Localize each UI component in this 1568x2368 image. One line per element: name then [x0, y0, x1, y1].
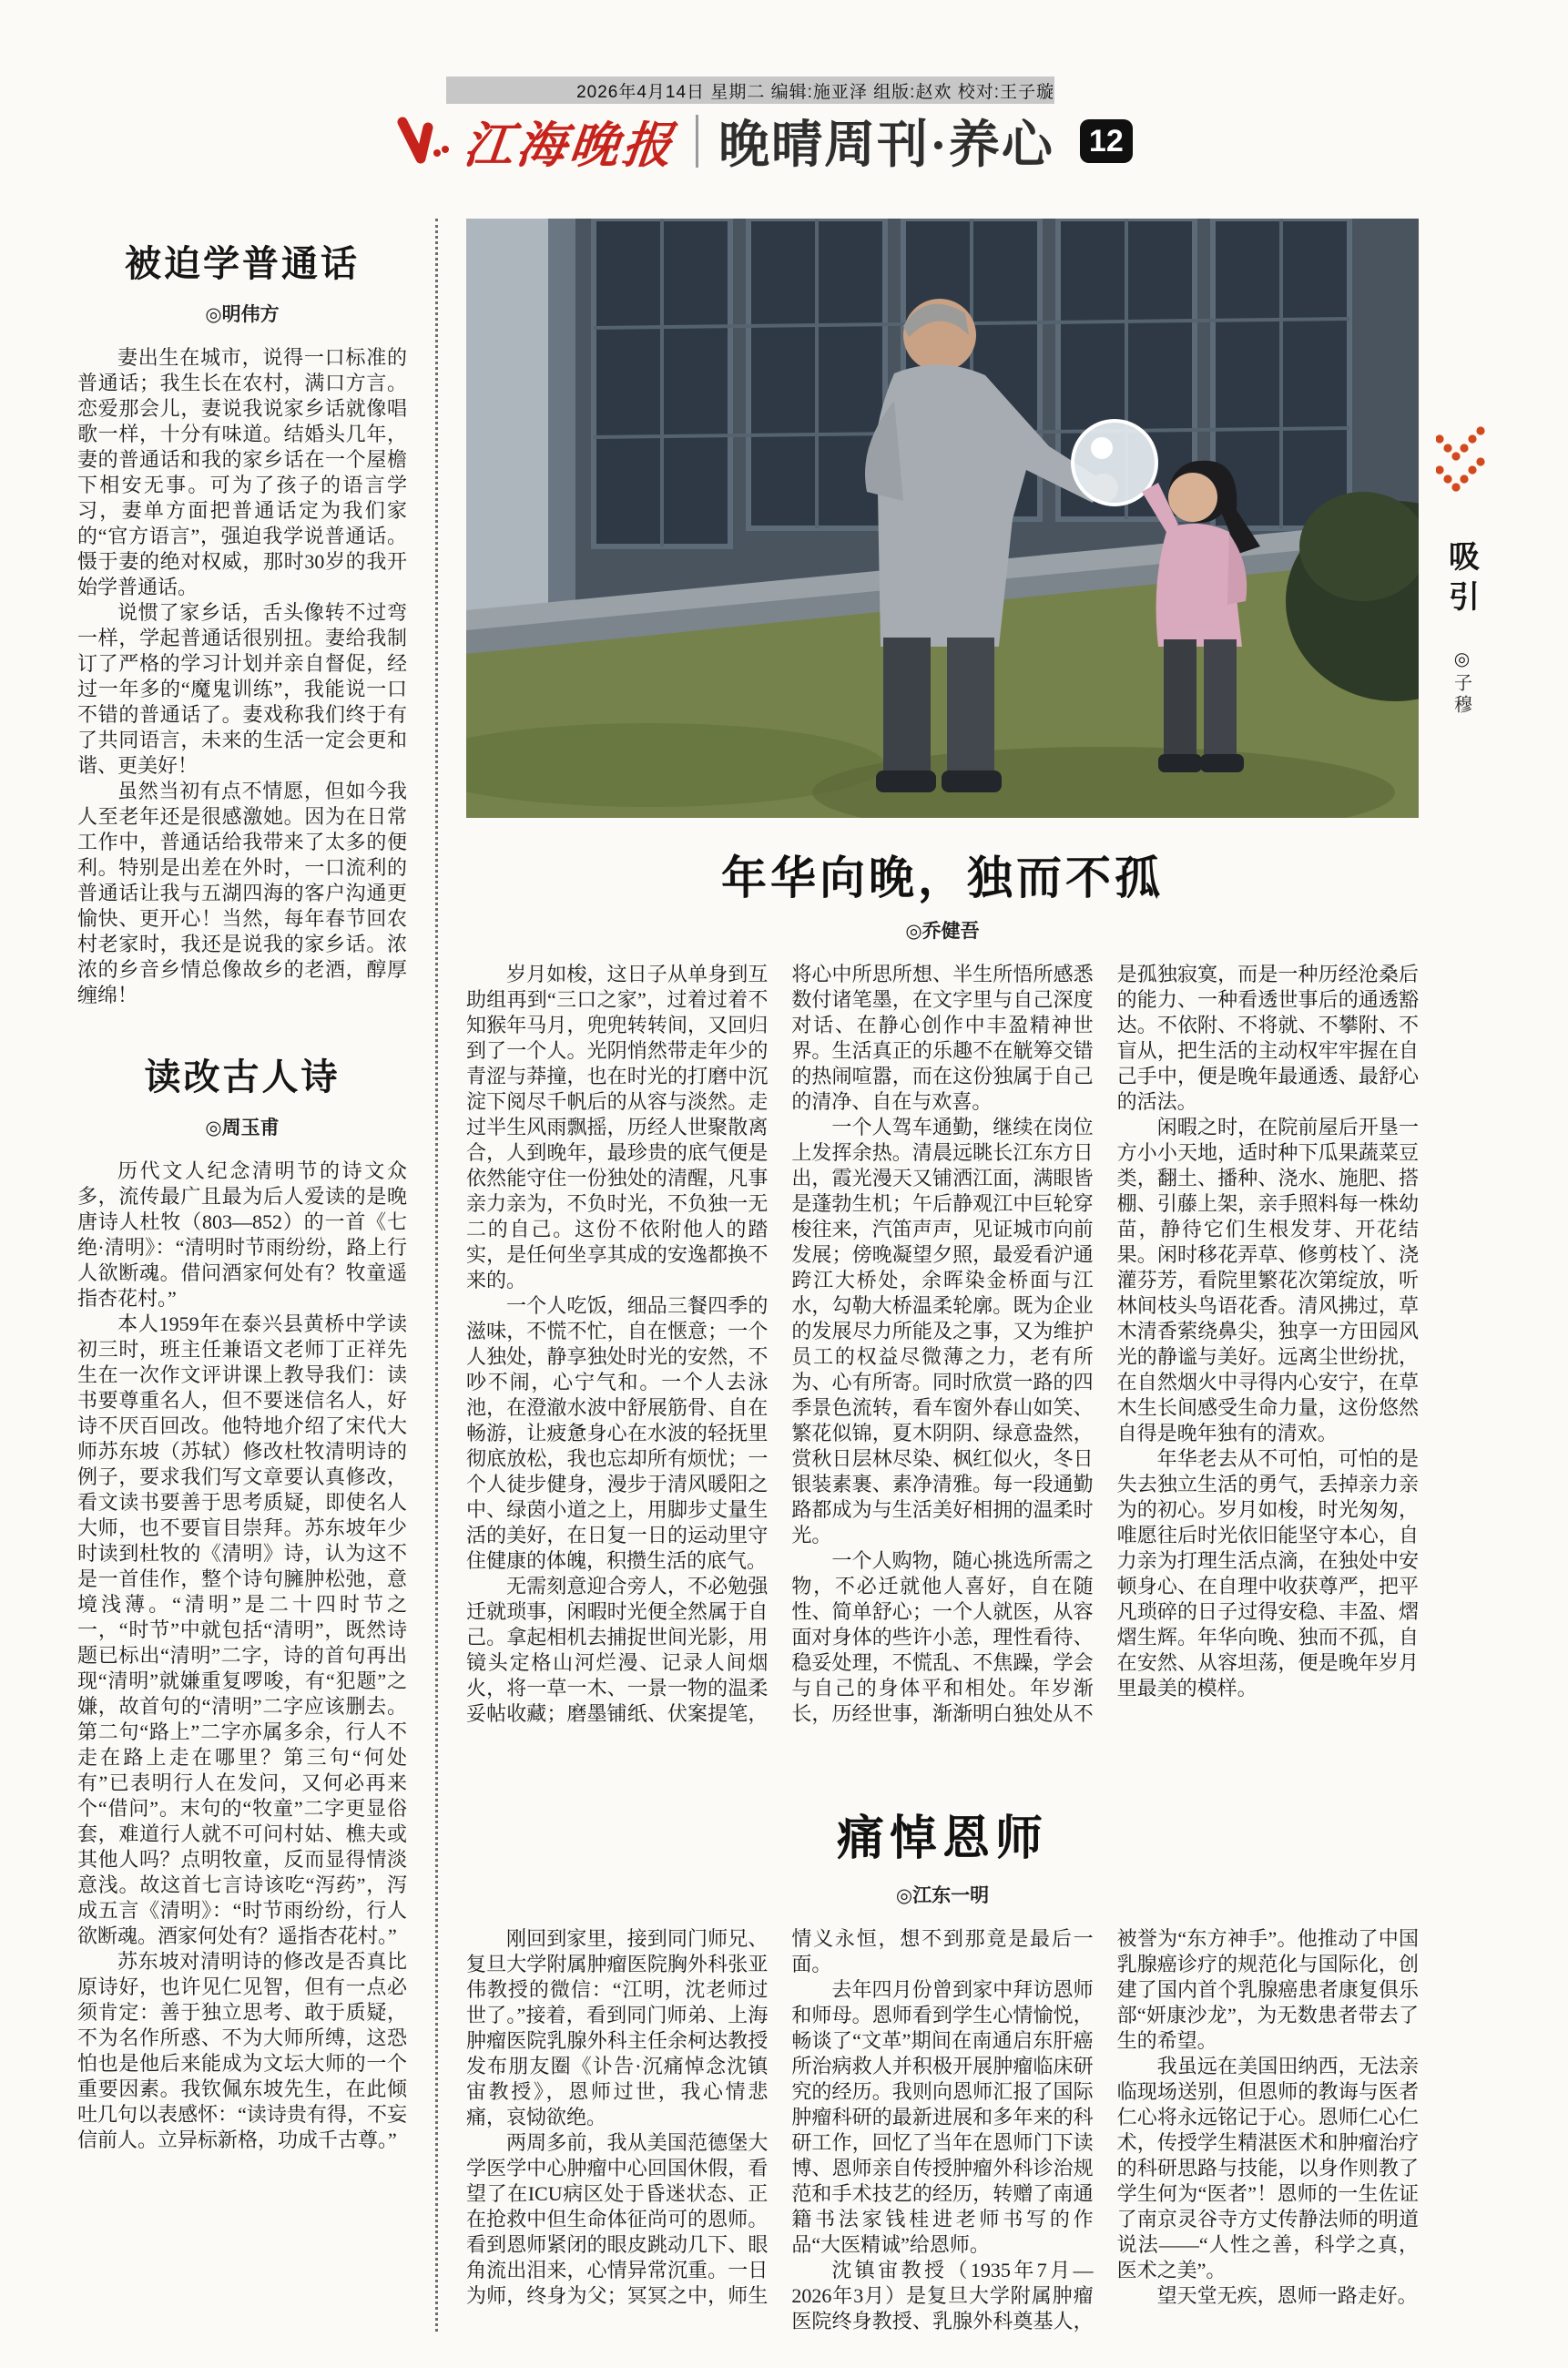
paragraph: 妻出生在城市，说得一口标准的普通话；我生长在农村，满口方言。恋爱那会儿，妻说我说家乡话就像唱歌一样，十分有味道。结婚头几年，妻的普通话和我的家乡话在一个屋檐下相安无事。可为了孩子的语言学习，妻单方面把普通话定为我们家的“官方语言”，强迫我学说普通话。慑于妻的绝对权威，那时30岁的我开始学普通话。	[77, 346, 407, 598]
paragraph: 历代文人纪念清明节的诗文众多，流传最广且最为后人爱读的是晚唐诗人杜牧（803—852）的一首《七绝·清明》：“清明时节雨纷纷，路上行人欲断魂。借问酒家何处有？牧童遥指杏花村。”	[77, 1159, 407, 1310]
paragraph: 一个人购物，随心挑选所需之物，不必迁就他人喜好，自在随性、简单舒心；一个人就医，从容面对身体的些许小恙，理性看待、稳妥处理，不慌乱、不焦躁，学会与自己的身体平和相处。年岁渐长，历经世事，渐渐明白独处从不是孤独寂寞，而是一种历经沧桑后的能力、一种看透世事后的通透豁达。不依附、不将就、不攀附、不盲从，把生活的主动权牢牢握在自己手中，便是晚年最通透、最舒心的活法。	[791, 963, 1419, 1725]
photo-caption-strip	[1428, 426, 1495, 717]
article-body	[77, 1158, 407, 2153]
brand	[397, 107, 679, 177]
paragraph: 本人1959年在泰兴县黄桥中学读初三时，班主任兼语文老师丁正祥先生在一次作文评讲课上教导我们：读书要尊重名人，但不要迷信名人，好诗不厌百回改。他特地介绍了宋代大师苏东坡（苏轼）修改杜牧清明诗的例子，要求我们写文章要认真修改，看文读书要善于思考质疑，即使名人大师，也不要盲目崇拜。苏东坡年少时读到杜牧的《清明》诗，认为这不是一首佳作，整个诗句臃肿松弛，意境浅薄。“清明”是二十四时节之一，“时节”中就包括“清明”，既然诗题已标出“清明”二字，诗的首句再出现“清明”就嫌重复啰唆，有“犯题”之嫌，故首句的“清明”二字应该删去。第二句“路上”二字亦属多余，行人不走在路上走在哪里？第三句“何处有”已表明行人在发问，又何必再来个“借问”。末句的“牧童”二字更显俗套，难道行人就不可问村姑、樵夫或其他人吗？点明牧童，反而显得情淡意浅。故这首七言诗该吃“泻药”，泻成五言《清明》：“时节雨纷纷，行人欲断魂。酒家何处有？遥指杏花村。”	[77, 1312, 407, 1947]
paragraph: 我虽远在美国田纳西，无法亲临现场送别，但恩师的教诲与医者仁心将永远铭记于心。恩师仁心仁术，传授学生精湛医术和肿瘤治疗的科研思路与技能，以身作则教了学生何为“医者”！恩师的一生佐证了南京灵谷寺方丈传静法师的明道说法——“人性之善，科学之真，医术之美”。	[1116, 2055, 1419, 2281]
column-divider	[435, 219, 438, 2332]
paragraph: 望天堂无疾，恩师一路走好。	[1156, 2284, 1418, 2307]
article-title: 年华向晚，独而不孤	[721, 852, 1164, 903]
article-body	[466, 1926, 1419, 2338]
date-band	[446, 77, 1054, 104]
article-byline: ◎明伟方	[205, 304, 280, 325]
paragraph: 年华老去从不可怕，可怕的是失去独立生活的勇气，丢掉亲力亲为的初心。岁月如梭，时光匆匆，唯愿往后时光依旧能坚守本心，自力亲为打理生活点滴，在独处中安顿身心、在自理中收获尊严，把平凡琐碎的日子过得安稳、丰盈、熠熠生辉。年华向晚、独而不孤，自在安然、从容坦荡，便是晚年岁月里最美的模样。	[1116, 1447, 1419, 1699]
article-nianhua	[466, 842, 1419, 1752]
main-area	[466, 219, 1419, 2338]
paragraph: 虽然当初有点不情愿，但如今我人至老年还是很感激她。因为在日常工作中，普通话给我带来了太多的便利。特别是出差在外时，一口流利的普通话让我与五湖四海的客户沟通更愉快、更开心！当然，每年春节回农村老家时，我还是说我的家乡话。浓浓的乡音乡情总像故乡的老酒，醇厚缠绵！	[77, 780, 407, 1006]
left-column	[77, 219, 407, 2336]
article-byline: ◎周玉甫	[205, 1118, 280, 1138]
paragraph: 一个人吃饭，细品三餐四季的滋味，不慌不忙，自在惬意；一个人独处，静享独处时光的安然，不吵不闹，心宁气和。一个人去泳池，在澄澈水波中舒展筋骨、自在畅游，让疲惫身心在水波的轻抚里彻底放松，我也忘却所有烦忧；一个人徒步健身，漫步于清风暖阳之中、绿茵小道之上，用脚步丈量生活的美好，在日复一日的运动里守住健康的体魄，积攒生活的底气。	[466, 1294, 769, 1572]
article-body	[466, 962, 1419, 1752]
feature-photo	[466, 219, 1419, 818]
photo-title: 吸引	[1443, 540, 1479, 620]
article-byline: ◎乔健吾	[905, 921, 980, 942]
section-title: 晚晴周刊·养心	[718, 117, 1054, 174]
masthead	[109, 106, 1420, 177]
paragraph: 岁月如梭，这日子从单身到互助组再到“三口之家”，过着过着不知猴年马月，兜兜转转间，又回归到了一个人。光阴悄然带走年少的青涩与莽撞，也在时光的打磨中沉淀下阅尽千帆后的从容与淡然。走过半生风雨飘摇，历经人世聚散离合，人到晚年，最珍贵的底气便是依然能守住一份独处的清醒，凡事亲力亲为，不负时光，不负独一无二的自己。这份不依附他人的踏实，是任何坐享其成的安逸都换不来的。	[466, 963, 769, 1291]
paragraph: 苏东坡对清明诗的修改是否真比原诗好，也许见仁见智，但有一点必须肯定：善于独立思考、敢于质疑，不为名作所惑、不为大师所缚，这恐怕也是他后来能成为文坛大师的一个重要因素。我钦佩东坡先生，在此倾吐几句以表感怀：“读诗贵有得，不妄信前人。立异标新格，功成千古尊。”	[77, 1950, 407, 2151]
article-enshi	[466, 1800, 1419, 2338]
date-line: 2026年4月14日 星期二 编辑:施亚泽 组版:赵欢 校对:王子璇	[576, 82, 1054, 102]
article-title: 读改古人诗	[144, 1057, 341, 1097]
brand-logo-icon	[397, 113, 455, 170]
paragraph: 沈镇宙教授（1935年7月—2026年3月）是复旦大学附属肿瘤医院终身教授、乳腺外科奠基人，被誉为“东方神手”。他推动了中国乳腺癌诊疗的规范化与国际化，创建了国内首个乳腺癌患者康复俱乐部“妍康沙龙”，为无数患者带去了生的希望。	[791, 1927, 1419, 2332]
paragraph: 无需刻意迎合旁人，不必勉强迁就琐事，闲暇时光便全然属于自己。拿起相机去捕捉世间光影，用镜头定格山河烂漫、记录人间烟火，将一草一木、一景一物的温柔妥帖收藏；磨墨铺纸、伏案提笔，将心中所思所想、半生所悟所感悉数付诸笔墨，在文字里与自己深度对话、在静心创作中丰盈精神世界。生活真正的乐趣不在觥筹交错的热闹喧嚣，而在这份独属于自己的清净、自在与欢喜。	[466, 963, 1094, 1725]
page-number-badge: 12	[1080, 119, 1133, 163]
article-title: 痛悼恩师	[836, 1813, 1048, 1865]
article-byline: ◎江东一明	[895, 1885, 990, 1906]
paragraph: 两周多前，我从美国范德堡大学医学中心肿瘤中心回国休假，看望了在ICU病区处于昏迷状态、正在抢救中但生命体征尚可的恩师。看到恩师紧闭的眼皮跳动几下、眼角流出泪来，心情异常沉重。一日为师，终身为父；冥冥之中，师生情义永恒，想不到那竟是最后一面。	[466, 1927, 1094, 2307]
article-body	[77, 345, 407, 1008]
paragraph: 一个人驾车通勤，继续在岗位上发挥余热。清晨远眺长江东方日出，霞光漫天又铺洒江面，满眼皆是蓬勃生机；午后静观江中巨轮穿梭往来，汽笛声声，见证城市向前发展；傍晚凝望夕照，最爱看沪通跨江大桥处，余晖染金桥面与江水，勾勒大桥温柔轮廓。既为企业的发展尽力所能及之事，又为维护员工的权益尽微薄之力，老有所为、心有所寄。同时欣赏一路的四季景色流转，看车窗外春山如笑、繁花似锦，夏木阴阴、绿意盎然，赏秋日层林尽染、枫红似火，冬日银装素裹、素净清雅。每一段通勤路都成为与生活美好相拥的温柔时光。	[791, 1116, 1094, 1546]
masthead-divider	[696, 115, 698, 168]
paragraph: 刚回到家里，接到同门师兄、复旦大学附属肿瘤医院胸外科张亚伟教授的微信：“江明，沈老师过世了。”接着，看到同门师弟、上海肿瘤医院乳腺外科主任余柯达教授发布朋友圈《讣告·沉痛悼念沈镇宙教授》，恩师过世，我心情悲痛，哀恸欲绝。	[466, 1927, 769, 2128]
brand-name: 江海晚报	[461, 115, 679, 174]
article-gushi	[77, 1048, 407, 2153]
red-dots-chevron-icon	[1436, 426, 1487, 515]
photo-credit: ◎子穆	[1451, 648, 1471, 717]
article-putonghua	[77, 235, 407, 1008]
paragraph: 闲暇之时，在院前屋后开垦一方小小天地，适时种下瓜果蔬菜豆类，翻土、播种、浇水、施肥、搭棚、引藤上架，亲手照料每一株幼苗，静待它们生根发芽、开花结果。闲时移花弄草、修剪枝丫、浇灌芬芳，看院里繁花次第绽放，听林间枝头鸟语花香。清风拂过，草木清香萦绕鼻尖，独享一方田园风光的静谧与美好。远离尘世纷扰，在自然烟火中寻得内心安宁，在草木生长间感受生命力量，这份悠然自得是晚年独有的清欢。	[1116, 1116, 1419, 1444]
paragraph: 去年四月份曾到家中拜访恩师和师母。恩师看到学生心情愉悦，畅谈了“文革”期间在南通启东肝癌所治病救人并积极开展肿瘤临床研究的经历。我则向恩师汇报了国际肿瘤科研的最新进展和多年来的科研工作，回忆了当年在恩师门下读博、恩师亲自传授肿瘤外科诊治规范和手术技艺的经历，转赠了南通籍书法家钱桂进老师书写的作品“大医精诚”给恩师。	[791, 1978, 1094, 2256]
article-title: 被迫学普通话	[125, 244, 360, 284]
paragraph: 说惯了家乡话，舌头像转不过弯一样，学起普通话很别扭。妻给我制订了严格的学习计划并亲自督促，经过一年多的“魔鬼训练”，我能说一口不错的普通话了。妻戏称我们终于有了共同语言，未来的生活一定会更和谐、更美好！	[77, 601, 407, 777]
